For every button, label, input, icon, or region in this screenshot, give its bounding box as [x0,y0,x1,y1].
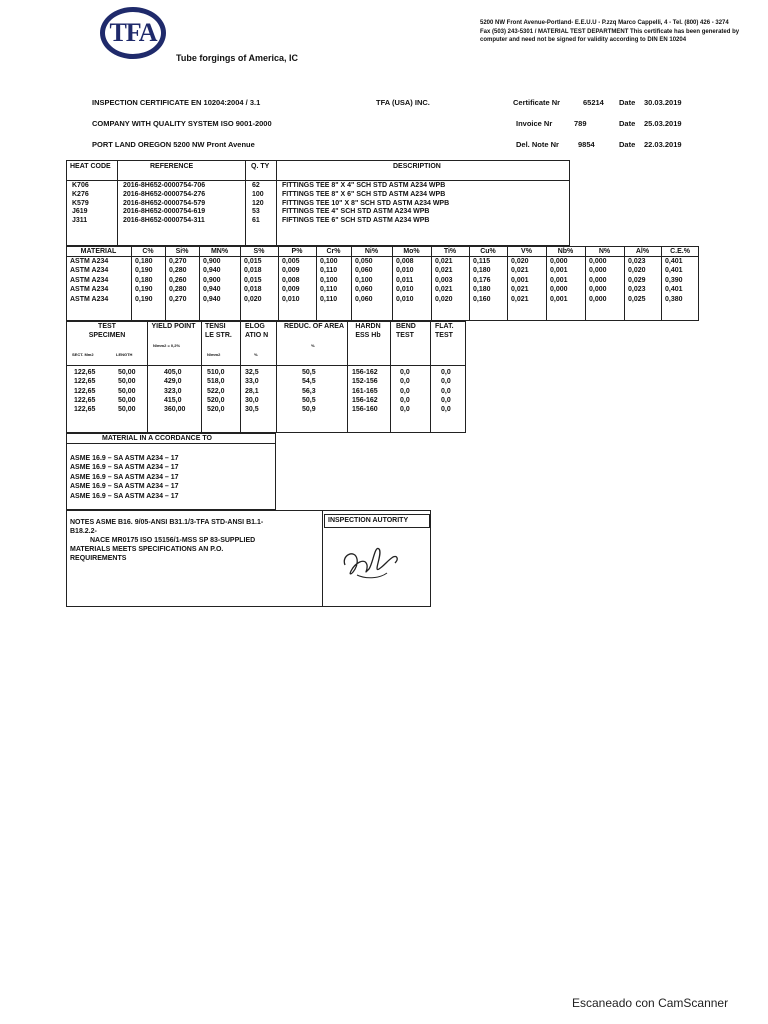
mech-cell: 0,0 [441,406,451,414]
mech-cell: 156-160 [352,406,378,414]
mech-cell: 33,0 [245,378,259,386]
invoice-date: 25.03.2019 [644,119,682,128]
company-address: 5200 NW Front Avenue-Portland- E.E.U.U - P.zzq Marco Cappelli, 4 - Tel. (800) 426 - 3274 Fax (503) 243-5301 / MATERIAL TEST DEPARTMENT This certificate has been generated by computer and need not be signed for validity according to DIN EN 10204 [480,20,740,43]
invoice-label: Invoice Nr [516,119,553,128]
chem-cell: 0,001 [550,276,568,284]
accordance-line: ASME 16.9 – SA ASTM A234 – 17 [70,473,179,481]
heat-code-header: HEAT CODE [70,163,111,170]
chem-cell: 0,060 [355,295,373,303]
tensile-header: TENSI LE STR. [205,323,232,339]
chem-cell: 0,021 [435,258,453,265]
chem-cell: 0,020 [244,295,262,303]
mech-cell: 122,65 [74,396,96,404]
notes-line-3: NACE MR0175 ISO 15156/1-MSS SP 83-SUPPLIED [90,537,256,544]
chem-cell: 0,010 [396,286,414,294]
length-header: LENGTH [116,352,133,357]
company-name: Tube forgings of America, IC [176,53,299,63]
mech-cell: 30,0 [245,396,259,404]
chem-cell: 0,021 [511,295,529,303]
chem-cell: 0,023 [628,258,646,265]
delivery-date-label: Date [619,140,636,149]
chem-cell: 0,180 [473,286,491,294]
item-reference: 2016-8H652-0000754-706 [123,182,206,189]
delivery-date: 22.03.2019 [644,140,682,149]
issuer: TFA (USA) INC. [376,98,430,107]
chem-cell: 0,021 [511,286,529,294]
mech-cell: 522,0 [207,387,225,395]
chem-cell: 0,280 [169,267,187,275]
description-header: DESCRIPTION [393,163,441,170]
mech-cell: 50,00 [118,369,136,376]
mech-cell: 518,0 [207,378,225,386]
chem-cell: 0,009 [282,286,300,294]
item-qty: 120 [252,199,264,207]
mech-cell: 152-156 [352,378,378,386]
item-reference: 2016-8H652-0000754-579 [123,199,206,207]
mech-cell: 54,5 [302,378,316,386]
mech-cell: 122,65 [74,406,96,414]
inspection-authority-label: INSPECTION AUTORITY [328,517,409,524]
chem-cell: 0,000 [589,267,607,275]
chem-cell: 0,270 [169,258,187,265]
signature [335,535,405,585]
chem-header: Al% [635,248,650,255]
qty-header: Q. TY [251,163,270,170]
chem-cell: 0,011 [396,276,414,284]
accordance-line: ASME 16.9 – SA ASTM A234 – 17 [70,483,179,491]
item-qty: 100 [252,190,264,198]
chem-cell: 0,401 [665,267,683,275]
mech-cell: 0,0 [400,378,410,386]
item-heat-code: K276 [72,190,89,198]
bend-test-header: BEND TEST [396,323,416,339]
mech-cell: 32,5 [245,369,259,376]
chem-cell: 0,001 [550,295,568,303]
invoice-number: 789 [574,119,587,128]
chem-cell: 0,000 [550,286,568,294]
chem-cell: 0,018 [244,286,262,294]
accordance-line: ASME 16.9 – SA ASTM A234 – 17 [70,455,179,462]
mech-cell: 0,0 [400,396,410,404]
chem-cell: 0,009 [282,267,300,275]
item-description: FITTINGS TEE 8" X 4" SCH STD ASTM A234 WPB [282,182,446,189]
mech-cell: 50,5 [302,396,316,404]
chem-header: Cr% [326,248,341,255]
chem-header: MATERIAL [80,248,117,255]
chem-header: Nb% [557,248,574,255]
chem-cell: 0,060 [355,267,373,275]
chem-cell: 0,180 [135,258,153,265]
chem-cell: 0,110 [320,267,338,275]
chem-cell: 0,270 [169,295,187,303]
chem-cell: 0,015 [244,276,262,284]
mech-cell: 0,0 [441,378,451,386]
chem-cell: 0,176 [473,276,491,284]
chem-cell: 0,010 [396,295,414,303]
mech-cell: 156-162 [352,396,378,404]
mech-cell: 520,0 [207,396,225,404]
notes-line-2: B18.2.2- [70,528,97,535]
chem-cell: 0,060 [355,286,373,294]
chem-header: N% [598,248,611,255]
chem-header: C.E.% [670,248,690,255]
accordance-line: ASME 16.9 – SA ASTM A234 – 17 [70,464,179,472]
chem-cell: 0,050 [355,258,373,265]
tensile-unit: N/mm2 [207,352,221,357]
item-reference: 2016-8H652-0000754-619 [123,208,206,216]
item-heat-code: J311 [72,217,88,225]
reduction-unit: % [311,343,315,348]
chem-cell: 0,000 [589,276,607,284]
accordance-title: MATERIAL IN A CCORDANCE TO [102,435,212,442]
chem-cell: 0,110 [320,295,338,303]
delivery-note-number: 9854 [578,140,595,149]
chem-cell: 0,000 [589,286,607,294]
mech-cell: 0,0 [400,406,410,414]
chem-cell: 0,900 [203,258,221,265]
item-qty: 62 [252,182,260,189]
chem-cell: 0,021 [511,267,529,275]
accordance-line: ASME 16.9 – SA ASTM A234 – 17 [70,492,179,500]
mech-cell: 520,0 [207,406,225,414]
certificate-date: 30.03.2019 [644,98,682,107]
mech-cell: 50,00 [118,387,136,395]
chem-cell: 0,190 [135,295,153,303]
mech-cell: 161-165 [352,387,378,395]
item-description: FITTINGS TEE 10" X 8" SCH STD ASTM A234 WPB [282,199,450,207]
item-reference: 2016-8H652-0000754-311 [123,217,205,225]
mech-cell: 0,0 [441,396,451,404]
test-specimen-header: TEST SPECIMEN [88,323,126,339]
mech-cell: 0,0 [400,387,410,395]
chem-cell: ASTM A234 [70,286,109,294]
chem-cell: 0,260 [169,276,187,284]
chem-header: Ni% [364,248,379,255]
chem-cell: 0,020 [511,258,529,265]
item-description: FITTINGS TEE 8" X 6" SCH STD ASTM A234 WPB [282,190,446,198]
chem-cell: 0,008 [282,276,300,284]
invoice-date-label: Date [619,119,636,128]
chem-cell: 0,000 [589,295,607,303]
chem-header: Mo% [403,248,420,255]
mech-cell: 50,9 [302,406,316,414]
company-logo: TFA [100,7,166,59]
scanner-watermark: Escaneado con CamScanner [572,996,729,1010]
chem-header: MN% [210,248,229,255]
chem-cell: 0,005 [282,258,300,265]
flat-test-header: FLAT. TEST [435,323,454,339]
section-header: SECT. Mm2 [72,352,94,357]
chem-header: Ti% [443,248,457,255]
item-description: FITTINGS TEE 4" SCH STD ASTM A234 WPB [282,208,430,216]
mech-cell: 50,5 [302,369,316,376]
item-heat-code: K579 [72,199,89,207]
chem-cell: 0,401 [665,286,683,294]
elongation-unit: % [254,352,258,357]
chem-cell: 0,110 [320,286,338,294]
mech-cell: 323,0 [164,387,182,395]
chem-cell: 0,940 [203,267,221,275]
certificate-date-label: Date [619,98,636,107]
chem-cell: 0,029 [628,276,646,284]
chem-cell: 0,390 [665,276,683,284]
elongation-header: ELOG ATIO N [245,323,269,339]
chem-header: S% [253,248,265,255]
item-qty: 61 [252,217,260,225]
chem-header: V% [521,248,532,255]
chem-cell: 0,280 [169,286,187,294]
yield-header: YIELD POINT [151,323,196,330]
quality-system: COMPANY WITH QUALITY SYSTEM ISO 9001-2000 [92,119,272,128]
mech-cell: 30,5 [245,406,259,414]
chem-cell: 0,180 [473,267,491,275]
chem-cell: 0,025 [628,295,646,303]
chem-cell: 0,940 [203,286,221,294]
mech-cell: 0,0 [400,369,410,376]
chem-cell: 0,001 [550,267,568,275]
chem-cell: 0,023 [628,286,646,294]
chem-cell: 0,115 [473,258,491,265]
notes-line-1: NOTES ASME B16. 9/05-ANSI B31.1/3-TFA STD-ANSI B1.1- [70,519,264,526]
chem-cell: 0,015 [244,258,262,265]
item-heat-code: J619 [72,208,88,216]
mech-cell: 0,0 [441,387,451,395]
mech-cell: 122,65 [74,387,96,395]
chem-cell: 0,021 [435,286,453,294]
chem-cell: 0,001 [511,276,529,284]
chem-cell: ASTM A234 [70,258,109,265]
chem-header: C% [142,248,154,255]
mech-cell: 122,65 [74,369,96,376]
chem-header: Cu% [480,248,496,255]
chem-cell: 0,018 [244,267,262,275]
chem-cell: 0,100 [320,258,338,265]
notes-line-4: MATERIALS MEETS SPECIFICATIONS AN P.O. [70,546,224,553]
delivery-note-label: Del. Note Nr [516,140,559,149]
certificate-label: Certificate Nr [513,98,561,107]
chem-cell: 0,008 [396,258,414,265]
chem-cell: 0,100 [355,276,373,284]
reference-header: REFERENCE [150,163,194,170]
reduction-header: REDUC. OF AREA [283,323,345,330]
chem-cell: ASTM A234 [70,267,109,275]
chem-cell: 0,020 [628,267,646,275]
notes-line-5: REQUIREMENTS [70,555,127,562]
mech-cell: 510,0 [207,369,225,376]
chem-cell: 0,003 [435,276,453,284]
chem-cell: 0,190 [135,286,153,294]
yield-unit: N/mm2 = 0,2% [153,343,181,348]
chem-cell: 0,900 [203,276,221,284]
item-heat-code: K706 [72,182,89,189]
chem-cell: 0,940 [203,295,221,303]
mech-cell: 56,3 [302,387,316,395]
chem-cell: 0,190 [135,267,153,275]
chem-cell: 0,020 [435,295,453,303]
mech-cell: 0,0 [441,369,451,376]
item-description: FIFTINGS TEE 6" SCH STD ASTM A234 WPB [282,217,430,225]
chem-cell: ASTM A234 [70,295,109,303]
item-qty: 53 [252,208,260,216]
location: PORT LAND OREGON 5200 NW Pront Avenue [92,140,255,149]
chem-cell: 0,160 [473,295,491,303]
chem-cell: 0,010 [282,295,300,303]
mech-cell: 50,00 [118,378,136,386]
mech-cell: 429,0 [164,378,182,386]
mech-cell: 50,00 [118,396,136,404]
chem-cell: 0,010 [396,267,414,275]
chem-cell: 0,021 [435,267,453,275]
mech-cell: 50,00 [118,406,136,414]
mech-cell: 122,65 [74,378,96,386]
mech-cell: 156-162 [352,369,378,376]
chem-cell: 0,100 [320,276,338,284]
chem-cell: ASTM A234 [70,276,109,284]
certificate-title: INSPECTION CERTIFICATE EN 10204:2004 / 3.1 [92,98,261,107]
chem-cell: 0,401 [665,258,683,265]
chem-cell: 0,000 [550,258,568,265]
item-reference: 2016-8H652-0000754-276 [123,190,206,198]
mech-cell: 28,1 [245,387,259,395]
chem-header: Si% [175,248,189,255]
chem-cell: 0,180 [135,276,153,284]
certificate-number: 65214 [583,98,604,107]
chem-header: P% [291,248,303,255]
mech-cell: 405,0 [164,369,182,376]
chem-cell: 0,380 [665,295,683,303]
hardness-header: HARDN ESS Hb [355,323,381,339]
chem-cell: 0,000 [589,258,607,265]
mech-cell: 415,0 [164,396,182,404]
mech-cell: 360,00 [164,406,186,414]
